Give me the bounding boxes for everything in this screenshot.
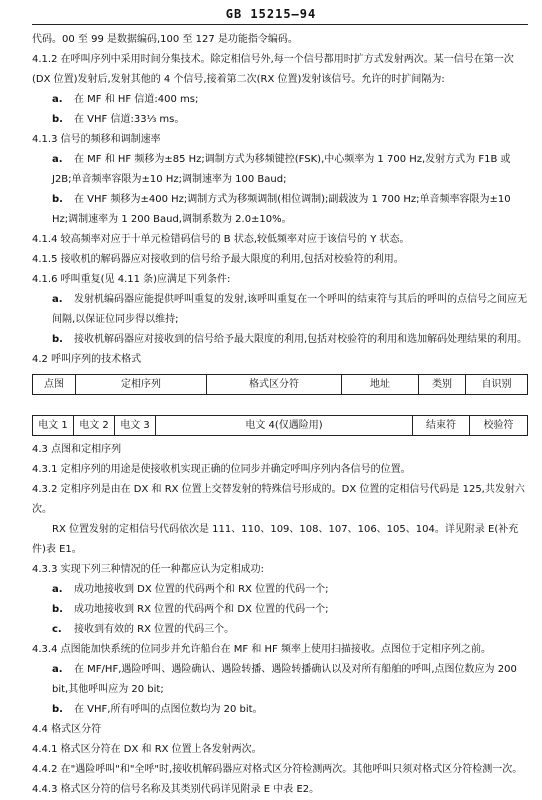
item-label: b. (52, 194, 63, 205)
paragraph: 代码。00 至 99 是数据编码,100 至 127 是功能指令编码。 (32, 34, 298, 45)
table-cell: 电文 4(仅遇险用) (156, 416, 413, 436)
section-4-2: 4.2 呼叫序列的技术格式 (32, 354, 142, 365)
table-row (33, 416, 528, 436)
item-text: 在 VHF 信道:33⅓ ms。 (74, 114, 185, 125)
item-text: 接收机解码器应对接收到的信号给予最大限度的利用,包括对校验符的利用和选加解码处理结果的利用。 (74, 334, 528, 345)
item-label: b. (52, 334, 63, 345)
list-item (32, 90, 528, 110)
clause-4-3-1: 4.3.1 定相序列的用途是使接收机实现正确的位同步并确定呼叫序列内各信号的位置。 (32, 464, 411, 475)
table-cell: 格式区分符 (207, 375, 342, 395)
spacer (32, 399, 528, 411)
list-item (32, 660, 528, 700)
item-text: 在 MF/HF,遇险呼叫、遇险确认、遇险转播、遇险转播确认以及对所有船舶的呼叫,点图位数应为 200 bit,其他呼叫应为 20 bit; (52, 664, 517, 695)
item-text: 发射机编码器应能提供呼叫重复的发射,该呼叫重复在一个呼叫的结束符与其后的呼叫的点信号之间应无间隔,以保证位同步得以维持; (52, 294, 528, 325)
item-label: b. (52, 114, 63, 125)
message-format-table (32, 415, 528, 436)
item-text: 成功地接收到 DX 位置的代码两个和 RX 位置的代码一个; (74, 584, 329, 595)
item-text: 在 VHF,所有呼叫的点图位数均为 20 bit。 (74, 704, 263, 715)
clause-4-4-1: 4.4.1 格式区分符在 DX 和 RX 位置上各发射两次。 (32, 744, 262, 755)
item-text: 在 MF 和 HF 信道:400 ms; (74, 94, 199, 105)
table-cell: 地址 (342, 375, 419, 395)
clause-4-1-4: 4.1.4 较高频率对应于十单元检错码信号的 B 状态,较低频率对应于该信号的 Y 状态。 (32, 234, 410, 245)
item-label: a. (52, 294, 63, 305)
list-item (32, 290, 528, 330)
item-label: a. (52, 664, 63, 675)
item-label: a. (52, 584, 63, 595)
page-header: GB 15215—94 (225, 7, 317, 21)
table-cell: 定相序列 (76, 375, 207, 395)
list-item (32, 580, 528, 600)
item-label: a. (52, 154, 63, 165)
table-cell: 点图 (33, 375, 76, 395)
list-item (32, 600, 528, 620)
paragraph: RX 位置发射的定相信号代码依次是 111、110、109、108、107、106、105、104。详见附录 E(补充件)表 E1。 (32, 524, 519, 555)
call-sequence-table (32, 374, 528, 395)
item-label: a. (52, 94, 63, 105)
list-item (32, 620, 528, 640)
header-rule (32, 24, 528, 25)
list-item (32, 190, 528, 230)
clause-4-4-2: 4.4.2 在"遇险呼叫"和"全呼"时,接收机解码器应对格式区分符检测两次。其他呼叫只须对格式区分符检测一次。 (32, 764, 523, 775)
item-text: 成功地接收到 RX 位置的代码两个和 DX 位置的代码一个; (74, 604, 329, 615)
list-item (32, 330, 528, 350)
table-row (33, 375, 528, 395)
list-item (32, 150, 528, 190)
table-cell: 电文 3 (115, 416, 156, 436)
item-label: b. (52, 604, 63, 615)
clause-4-3-3: 4.3.3 实现下列三种情况的任一种都应认为定相成功: (32, 564, 264, 575)
list-item (32, 700, 528, 720)
table-cell: 电文 2 (74, 416, 115, 436)
clause-4-3-4: 4.3.4 点图能加快系统的位同步并允许船台在 MF 和 HF 频率上使用扫描接收。点图位于定相序列之前。 (32, 644, 491, 655)
document-body (32, 30, 528, 800)
clause-4-1-3: 4.1.3 信号的频移和调制速率 (32, 134, 161, 145)
table-cell: 自识别 (466, 375, 528, 395)
clause-4-3-2: 4.3.2 定相序列是由在 DX 和 RX 位置上交替发射的特殊信号形成的。DX 位置的定相信号代码是 125,共发射六次。 (32, 484, 525, 515)
item-label: c. (52, 624, 62, 635)
list-item (32, 110, 528, 130)
item-text: 接收到有效的 RX 位置的代码三个。 (74, 624, 235, 635)
table-cell: 结束符 (413, 416, 470, 436)
item-text: 在 MF 和 HF 频移为±85 Hz;调制方式为移频键控(FSK),中心频率为 1 700 Hz,发射方式为 F1B 或 J2B;单音频率容限为±10 Hz;调制速率为 100 Baud; (52, 154, 511, 185)
clause-4-1-2: 4.1.2 在呼叫序列中采用时间分集技术。除定相信号外,每一个信号都用时扩方式发射两次。某一信号在第一次(DX 位置)发射后,发射其他的 4 个信号,接着第二次(RX 位置)发射该信号。允许的时扩间隔为: (32, 54, 514, 85)
table-cell: 电文 1 (33, 416, 74, 436)
clause-4-1-6: 4.1.6 呼叫重复(见 4.11 条)应满足下列条件: (32, 274, 231, 285)
table-cell: 类别 (419, 375, 466, 395)
item-text: 在 VHF 频移为±400 Hz;调制方式为移频调制(相位调制);副载波为 1 700 Hz;单音频率容限为±10 Hz;调制速率为 1 200 Baud,调制系数为 2.0±10%。 (52, 194, 511, 225)
clause-4-4-3: 4.4.3 格式区分符的信号名称及其类别代码详见附录 E 中表 E2。 (32, 784, 320, 795)
section-4-3: 4.3 点图和定相序列 (32, 444, 122, 455)
item-label: b. (52, 704, 63, 715)
clause-4-1-5: 4.1.5 接收机的解码器应对接收到的信号给予最大限度的利用,包括对校验符的利用。 (32, 254, 404, 265)
section-4-4: 4.4 格式区分符 (32, 724, 102, 735)
table-cell: 校验符 (470, 416, 528, 436)
